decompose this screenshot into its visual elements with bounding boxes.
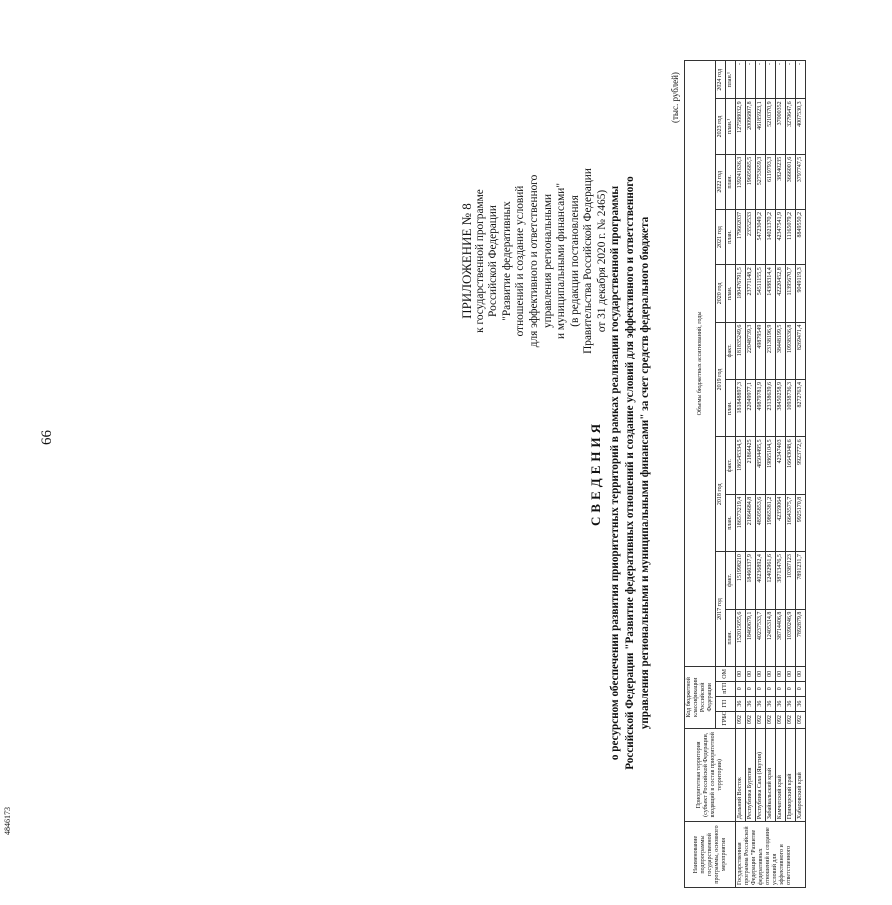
- value-cell: 48505853,6: [756, 494, 766, 551]
- code-cell-om: 00: [736, 666, 746, 681]
- code-cell-grbs: 092: [776, 711, 786, 728]
- code-cell-grbs: 092: [746, 711, 756, 728]
- value-cell: 54723049,2: [756, 209, 766, 264]
- value-cell: 19605685,5: [746, 154, 756, 209]
- code-cell-gp: 36: [796, 696, 806, 711]
- value-cell: -: [746, 61, 756, 99]
- code-cell-om: 00: [766, 666, 776, 681]
- value-cell: 23771148,2: [746, 265, 756, 322]
- appendix-line: управления региональными: [541, 193, 554, 329]
- value-cell: 38713476,5: [776, 552, 786, 609]
- code-cell-gp: 36: [736, 696, 746, 711]
- header-plan-star: план.¹: [726, 61, 736, 99]
- header-year-2023: 2023 год: [716, 99, 726, 154]
- page-number: 66: [39, 430, 55, 445]
- territory-cell: Дальний Восток: [736, 728, 746, 822]
- table-row: [746, 61, 756, 888]
- value-cell: 23138196,9: [766, 322, 776, 379]
- territory-cell: Камчатский край: [776, 728, 786, 822]
- value-cell: 54511155,5: [756, 265, 766, 322]
- header-plan: план.: [726, 265, 736, 322]
- header-code-group: Код бюджетной классификации Российской Федерации: [685, 666, 716, 728]
- value-cell: 10938736,3: [786, 380, 796, 437]
- header-year-2020: 2020 год: [716, 265, 726, 322]
- code-cell-gp: 36: [746, 696, 756, 711]
- appendix-line: для эффективного и ответственного: [527, 174, 540, 348]
- header-pgp: пГП: [716, 681, 736, 696]
- header-year-2024: 2024 год: [716, 61, 726, 99]
- table-row: [786, 61, 796, 888]
- code-cell-pgp: 0: [756, 681, 766, 696]
- value-cell: 180476791,5: [736, 265, 746, 322]
- value-cell: 42220452,8: [776, 265, 786, 322]
- header-grbs: ГРБС: [716, 711, 736, 728]
- value-cell: 23552533: [746, 209, 756, 264]
- appendix-line: к государственной программе: [473, 189, 486, 333]
- value-cell: 22048739,3: [746, 322, 756, 379]
- table-row: [796, 61, 806, 888]
- value-cell: -: [776, 61, 786, 99]
- value-cell: 9925170,8: [796, 494, 806, 551]
- territory-cell: Приморский край: [786, 728, 796, 822]
- header-plan-star: план.¹: [726, 99, 736, 154]
- program-name-cell: Государственная программа Российской Федерации "Развитие федеративных отношений и создание условий для эффективного и ответственного: [736, 822, 806, 888]
- value-cell: -: [736, 61, 746, 99]
- value-cell: 18460337,9: [746, 552, 756, 609]
- value-cell: 127588032,9: [736, 99, 746, 154]
- code-cell-pgp: 0: [746, 681, 756, 696]
- code-cell-gp: 36: [756, 696, 766, 711]
- header-territory: Приоритетная территория (субъект Российской Федерации, входящий в состав приоритетной территории): [685, 728, 736, 822]
- value-cell: 179602037: [736, 209, 746, 264]
- value-cell: 4007530,3: [796, 99, 806, 154]
- value-cell: 23138639,6: [766, 380, 776, 437]
- value-cell: 8272763,4: [796, 380, 806, 437]
- value-cell: 52753659,3: [756, 154, 766, 209]
- header-plan: план.: [726, 380, 736, 437]
- value-cell: 16643575,7: [786, 494, 796, 551]
- value-cell: 3797747,5: [796, 154, 806, 209]
- value-cell: 8849550,2: [796, 209, 806, 264]
- code-cell-grbs: 092: [786, 711, 796, 728]
- territory-cell: Хабаровский край: [796, 728, 806, 822]
- code-cell-pgp: 0: [736, 681, 746, 696]
- table-row: [776, 61, 786, 888]
- value-cell: 42347541,9: [776, 209, 786, 264]
- value-cell: 42359064: [776, 494, 786, 551]
- header-plan: план.: [726, 154, 736, 209]
- value-cell: 8269471,4: [796, 322, 806, 379]
- header-fact: факт.: [726, 437, 736, 494]
- rotated-page: [452, 53, 892, 893]
- appendix-line: от 31 декабря 2020 г. № 2465): [595, 189, 608, 333]
- title-line: Российской Федерации "Развитие федеративных отношений и создание условий для эффективного и ответственного: [624, 176, 636, 770]
- appendix-line: ПРИЛОЖЕНИЕ № 8: [459, 203, 474, 319]
- value-cell: 40237533,7: [756, 609, 766, 666]
- appendix-line: "Развитие федеративных: [500, 201, 513, 321]
- value-cell: -: [756, 61, 766, 99]
- value-cell: 11165079,2: [786, 209, 796, 264]
- table-body: [736, 61, 806, 888]
- unit-note: (тыс. рублей): [670, 72, 680, 123]
- value-cell: 181848897,3: [736, 380, 746, 437]
- value-cell: 20096807,8: [746, 99, 756, 154]
- value-cell: 19865381,2: [766, 494, 776, 551]
- value-cell: 10387123: [786, 552, 796, 609]
- value-cell: 38448199,5: [776, 322, 786, 379]
- title-line: управления региональными и муниципальными финансами" за счет средств федерального бюджета: [639, 216, 651, 730]
- code-cell-pgp: 0: [776, 681, 786, 696]
- value-cell: 49879549: [756, 322, 766, 379]
- header-plan: план.: [726, 209, 736, 264]
- title-line: о ресурсном обеспечении развития приоритетных территорий в рамках реализации государственной программы: [609, 185, 621, 761]
- code-cell-grbs: 092: [756, 711, 766, 728]
- value-cell: 3279647,6: [786, 99, 796, 154]
- value-cell: 38714406,8: [776, 609, 786, 666]
- appendix-line: и муниципальными финансами": [555, 183, 568, 339]
- value-cell: 3666001,6: [786, 154, 796, 209]
- value-cell: 186545334,5: [736, 437, 746, 494]
- value-cell: 152015055,6: [736, 609, 746, 666]
- table-row: [766, 61, 776, 888]
- value-cell: 10938336,8: [786, 322, 796, 379]
- header-year-2019: 2019 год: [716, 322, 726, 437]
- header-om: ОМ: [716, 666, 736, 681]
- value-cell: 9923772,6: [796, 437, 806, 494]
- document-title: [588, 53, 653, 893]
- appendix-line: Российской Федерации: [487, 205, 500, 317]
- code-cell-grbs: 092: [736, 711, 746, 728]
- value-cell: 42347403: [776, 437, 786, 494]
- document-id: 4846173: [3, 807, 12, 835]
- value-cell: 37000352: [776, 99, 786, 154]
- value-cell: -: [766, 61, 776, 99]
- territory-cell: Республика Саха (Якутия): [756, 728, 766, 822]
- value-cell: 139241636,3: [736, 154, 746, 209]
- header-gp: ГП: [716, 696, 736, 711]
- header-fact: факт.: [726, 552, 736, 609]
- appendix-line: (в редакции постановления: [568, 195, 581, 327]
- value-cell: 16643048,6: [786, 437, 796, 494]
- value-cell: 46185923,1: [756, 99, 766, 154]
- appendix-line: отношений и создание условий: [514, 185, 527, 337]
- value-cell: 18460679,1: [746, 609, 756, 666]
- value-cell: 38240235: [776, 154, 786, 209]
- resource-table: [684, 60, 806, 888]
- value-cell: 7892879,8: [796, 609, 806, 666]
- value-cell: 5210370,9: [766, 99, 776, 154]
- code-cell-gp: 36: [786, 696, 796, 711]
- territory-cell: Республика Бурятия: [746, 728, 756, 822]
- header-program: Наименование подпрограммы государственной программы, основного мероприятия: [685, 822, 736, 888]
- code-cell-pgp: 0: [786, 681, 796, 696]
- value-cell: 10390246,9: [786, 609, 796, 666]
- value-cell: 21864425: [746, 437, 756, 494]
- code-cell-grbs: 092: [796, 711, 806, 728]
- value-cell: 7891231,7: [796, 552, 806, 609]
- header-year-2018: 2018 год: [716, 437, 726, 552]
- header-fact: факт.: [726, 322, 736, 379]
- value-cell: 151998210: [736, 552, 746, 609]
- header-plan: план.: [726, 609, 736, 666]
- value-cell: 12402961,6: [766, 552, 776, 609]
- code-cell-om: 00: [776, 666, 786, 681]
- header-year-2022: 2022 год: [716, 154, 726, 209]
- value-cell: -: [796, 61, 806, 99]
- value-cell: 6119793,3: [766, 154, 776, 209]
- code-cell-om: 00: [786, 666, 796, 681]
- value-cell: 21864684,8: [746, 494, 756, 551]
- value-cell: 11395670,7: [786, 265, 796, 322]
- header-plan: план.: [726, 494, 736, 551]
- code-cell-grbs: 092: [766, 711, 776, 728]
- code-cell-gp: 36: [776, 696, 786, 711]
- value-cell: 14021370,2: [766, 209, 776, 264]
- value-cell: 14388314,4: [766, 265, 776, 322]
- value-cell: 49879781,9: [756, 380, 766, 437]
- code-cell-om: 00: [756, 666, 766, 681]
- value-cell: 12405314,8: [766, 609, 776, 666]
- value-cell: 181835249,6: [736, 322, 746, 379]
- value-cell: 186573219,4: [736, 494, 746, 551]
- value-cell: -: [786, 61, 796, 99]
- code-cell-pgp: 0: [796, 681, 806, 696]
- territory-cell: Забайкальский край: [766, 728, 776, 822]
- value-cell: 19865104,5: [766, 437, 776, 494]
- value-cell: 40236892,4: [756, 552, 766, 609]
- value-cell: 48504495,5: [756, 437, 766, 494]
- header-volumes: Объемы бюджетных ассигнований, годы: [685, 61, 716, 667]
- code-cell-om: 00: [746, 666, 756, 681]
- value-cell: 38450258,9: [776, 380, 786, 437]
- code-cell-om: 00: [796, 666, 806, 681]
- header-year-2021: 2021 год: [716, 209, 726, 264]
- code-cell-gp: 36: [766, 696, 776, 711]
- table-row: [756, 61, 766, 888]
- value-cell: 9049119,3: [796, 265, 806, 322]
- header-year-2017: 2017 год: [716, 552, 726, 667]
- title-main: СВЕДЕНИЯ: [588, 420, 603, 526]
- value-cell: 22049977,1: [746, 380, 756, 437]
- table-row: [736, 61, 746, 888]
- appendix-line: Правительства Российской Федерации: [582, 168, 595, 354]
- code-cell-pgp: 0: [766, 681, 776, 696]
